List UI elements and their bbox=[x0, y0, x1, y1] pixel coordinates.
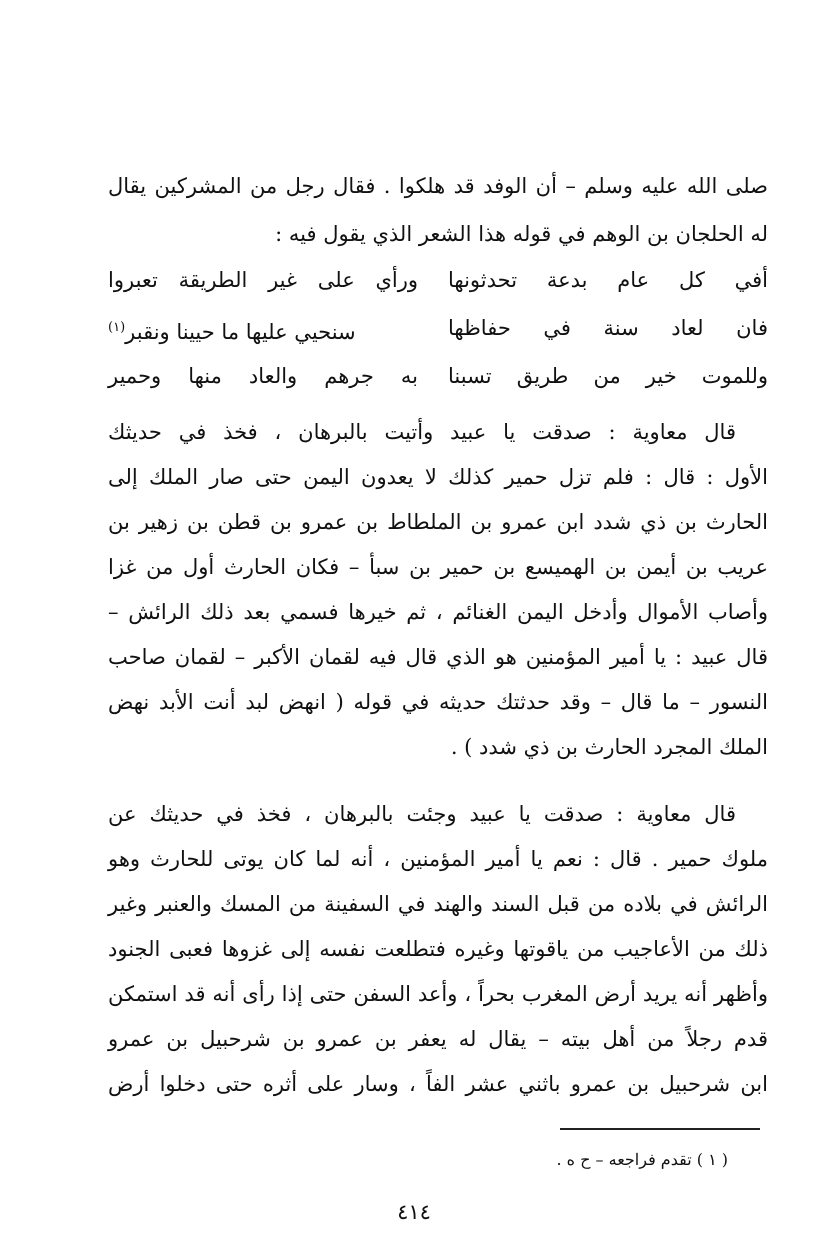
poem-verse bbox=[108, 314, 768, 342]
verse-first-hemistich: وللموت خير من طريق تسبنا bbox=[448, 364, 768, 388]
paragraph-line: ابن شرحبيل بن عمرو باثني عشر الفاً ، وسار على أثره حتى دخلوا أرض bbox=[108, 1072, 768, 1096]
page-number: ٤١٤ bbox=[397, 1200, 431, 1224]
paragraph-line: الملك المجرد الحارث بن ذي شدد ) . bbox=[450, 735, 768, 759]
paragraph-line: الرائش في بلاده من قبل السند والهند في السفينة من المسك والعنبر وغير bbox=[108, 892, 768, 916]
paragraph-line: قال عبيد : يا أمير المؤمنين هو الذي قال فيه لقمان الأكبر – لقمان صاحب bbox=[108, 645, 768, 669]
paragraph-line: وأظهر أنه يريد أرض المغرب بحراً ، وأعد السفن حتى إذا رأى أنه قد استمكن bbox=[108, 982, 768, 1006]
verse-second-hemistich: به جرهم والعاد منها وحمير bbox=[108, 364, 418, 388]
poem-verse bbox=[108, 266, 768, 294]
poem-verse bbox=[108, 362, 768, 390]
verse-first-hemistich: أفي كل عام بدعة تحدثونها bbox=[448, 268, 768, 292]
paragraph-line: عريب بن أيمن بن الهميسع بن حمير بن سبأ – فكان الحارث أول من غزا bbox=[108, 555, 768, 579]
paragraph-line: قال معاوية : صدقت يا عبيد وجئت بالبرهان ، فخذ في حديثك عن bbox=[108, 802, 736, 826]
intro-line: له الحلجان بن الوهم في قوله هذا الشعر الذي يقول فيه : bbox=[275, 222, 768, 246]
footnote: ( ١ ) تقدم فراجعه – ح ه . bbox=[556, 1150, 728, 1169]
verse-second-hemistich: ورأي على غير الطريقة تعبروا bbox=[108, 268, 418, 292]
paragraph-line: قدم رجلاً من أهل بيته – يقال له يعفر بن عمرو بن شرحبيل بن عمرو bbox=[108, 1027, 768, 1051]
paragraph-line: وأصاب الأموال وأدخل اليمن الغنائم ، ثم خيرها فسمي بعد ذلك الرائش – bbox=[108, 600, 768, 624]
verse-second-hemistich-wrap bbox=[108, 314, 418, 346]
paragraph-line: قال معاوية : صدقت يا عبيد وأتيت بالبرهان ، فخذ في حديثك bbox=[108, 420, 736, 444]
paragraph-line: ملوك حمير . قال : نعم يا أمير المؤمنين ، أنه لما كان يوتى للحارث وهو bbox=[108, 847, 768, 871]
footnote-marker: (١) bbox=[108, 320, 126, 335]
paragraph-line: الأول : قال : فلم تزل حمير كذلك لا يعدون اليمن حتى صار الملك إلى bbox=[108, 465, 768, 489]
intro-line: صلى الله عليه وسلم – أن الوفد قد هلكوا . فقال رجل من المشركين يقال bbox=[108, 174, 768, 198]
verse-second-hemistich: سنحيي عليها ما حيينا ونقبر bbox=[125, 320, 356, 344]
footnote-divider bbox=[560, 1128, 760, 1130]
paragraph-line: الحارث بن ذي شدد ابن عمرو بن الملطاط بن عمرو بن قطن بن زهير بن bbox=[108, 510, 768, 534]
paragraph-line: النسور – ما قال – وقد حدثتك حديثه في قوله ( انهض لبد أنت الأبد نهض bbox=[108, 690, 768, 714]
verse-first-hemistich: فان لعاد سنة في حفاظها bbox=[448, 316, 768, 340]
paragraph-line: ذلك من الأعاجيب من ياقوتها وغيره فتطلعت نفسه إلى غزوها فعبى الجنود bbox=[108, 937, 768, 961]
